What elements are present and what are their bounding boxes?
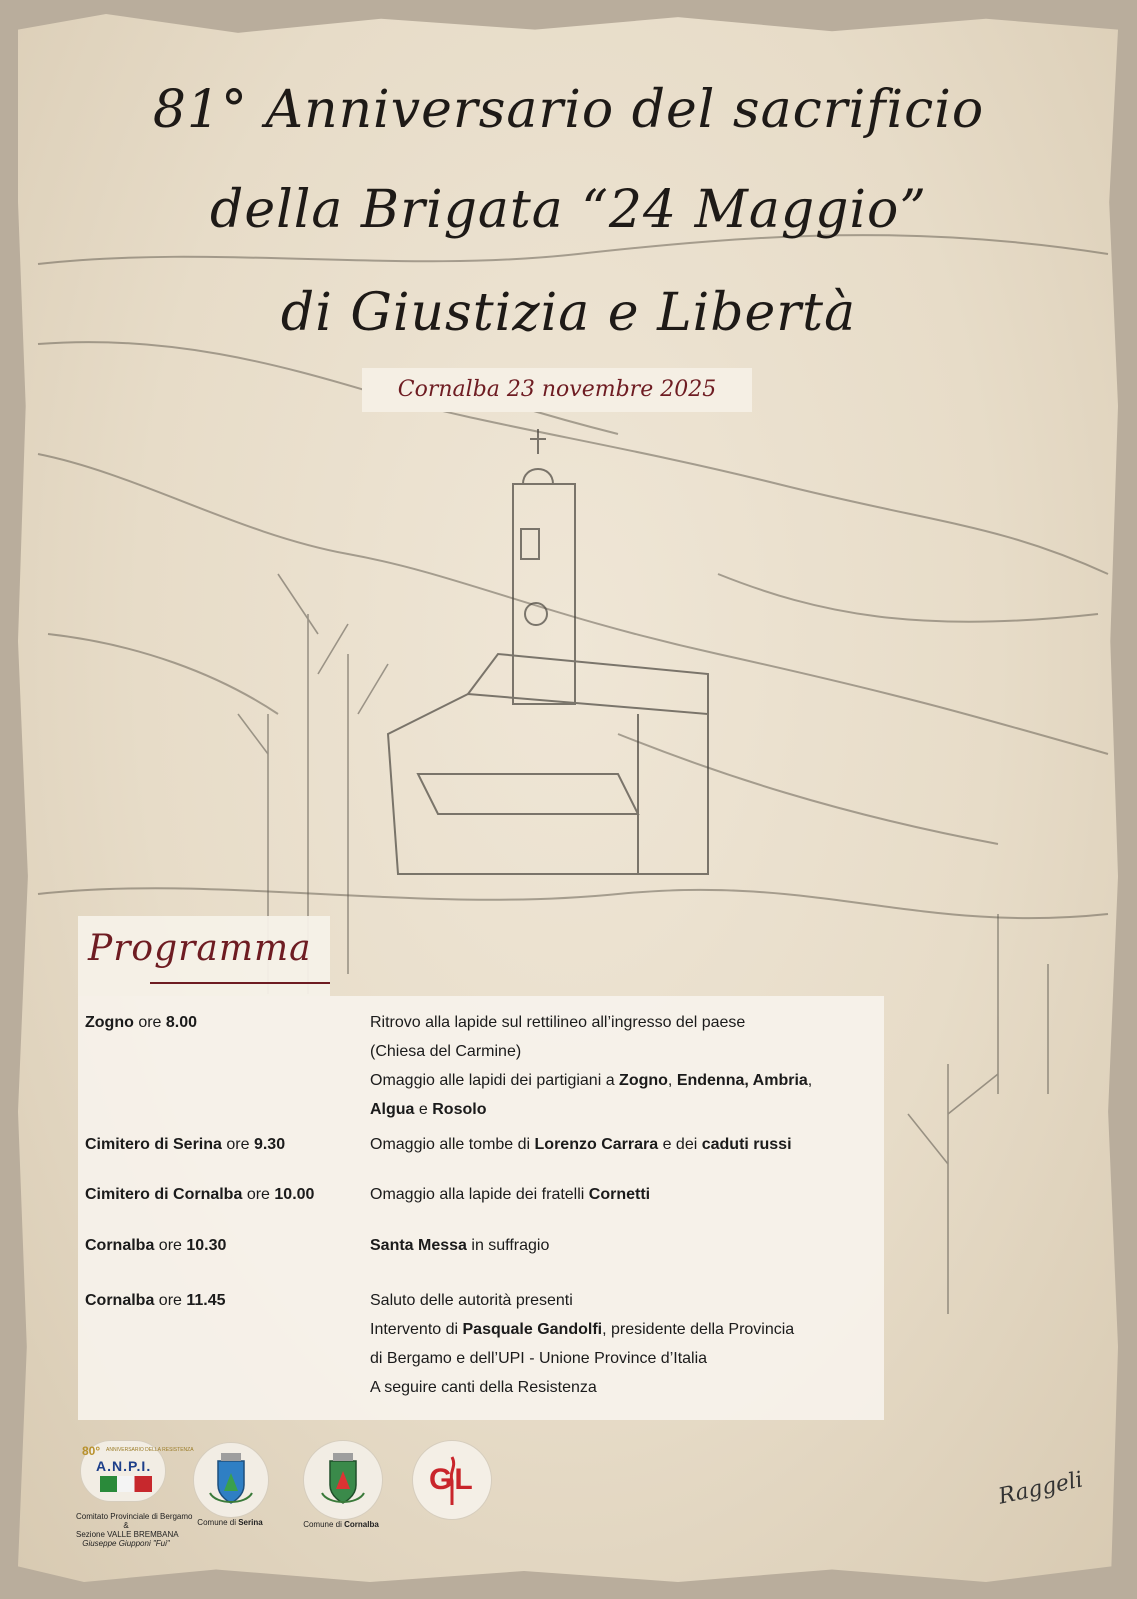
serina-caption: Comune di Serina: [197, 1518, 263, 1527]
program-place: Cimitero di Cornalba: [85, 1186, 243, 1203]
title-line-3: di Giustizia e Libertà: [280, 283, 857, 343]
program-heading: Programma: [88, 928, 312, 969]
program-hour: 10.00: [274, 1186, 315, 1203]
title-line-1: 81° Anniversario del sacrificio: [152, 80, 985, 140]
program-time: Cornalba ore 10.30: [85, 1237, 227, 1254]
anpi-ring-text: ANNIVERSARIO DELLA RESISTENZA: [106, 1447, 194, 1453]
program-place: Cornalba: [85, 1237, 155, 1254]
serina-coat-of-arms: [193, 1442, 269, 1518]
program-time: Cimitero di Serina ore 9.30: [85, 1136, 286, 1153]
date-location-banner: Cornalba 23 novembre 2025: [362, 368, 752, 412]
gl-wordmark: GL: [429, 1463, 475, 1496]
program-place: Cornalba: [85, 1292, 155, 1309]
shield-icon: [304, 1441, 382, 1519]
cornalba-coat-of-arms: [303, 1440, 383, 1520]
anpi-badge: 80°: [82, 1444, 101, 1458]
anpi-caption: Comitato Provinciale di Bergamo & Sezione VALLE BREMBANA Giuseppe Giupponi "Fui": [76, 1512, 193, 1548]
anpi-logo: [78, 1438, 194, 1508]
program-place: Zogno: [85, 1014, 134, 1031]
italian-flag-stripes: [100, 1476, 152, 1492]
sponsor-logos: [78, 1438, 498, 1588]
program-hour: 11.45: [186, 1292, 226, 1309]
cornalba-caption: Comune di Cornalba: [303, 1520, 379, 1529]
program-hour: 8.00: [165, 1014, 198, 1031]
program-description: Ritrovo alla lapide sul rettilineo all’ingresso del paese (Chiesa del Carmine) Omaggio alle lapidi dei partigiani a Zogno, Endenna, Ambria, Algua e Rosolo: [370, 1014, 813, 1118]
flame-icon: [413, 1441, 491, 1519]
program-time: Zogno ore 8.00: [85, 1014, 198, 1031]
program-table: [78, 996, 884, 1420]
gl-logo: [412, 1440, 492, 1520]
program-heading-underline: [150, 982, 330, 984]
title-line-2: della Brigata “24 Maggio”: [210, 180, 927, 240]
program-description: Santa Messa in suffragio: [370, 1237, 550, 1254]
artist-signature: Raggeli: [996, 1467, 1086, 1510]
program-description: Saluto delle autorità presenti Intervento di Pasquale Gandolfi, presidente della Provincia di Bergamo e dell’UPI - Unione Province d’Italia A seguire canti della Resistenza: [370, 1292, 795, 1396]
program-time: Cornalba ore 11.45: [85, 1292, 226, 1309]
program-description: Omaggio alle tombe di Lorenzo Carrara e dei caduti russi: [370, 1136, 792, 1153]
shield-icon: [194, 1443, 268, 1517]
anpi-wordmark: A.N.P.I.: [96, 1458, 152, 1474]
program-hour: 10.30: [186, 1237, 227, 1254]
program-hour: 9.30: [253, 1136, 286, 1153]
program-place: Cimitero di Serina: [85, 1136, 222, 1153]
program-time: Cimitero di Cornalba ore 10.00: [85, 1186, 315, 1203]
program-description: Omaggio alla lapide dei fratelli Cornetti: [370, 1186, 651, 1203]
